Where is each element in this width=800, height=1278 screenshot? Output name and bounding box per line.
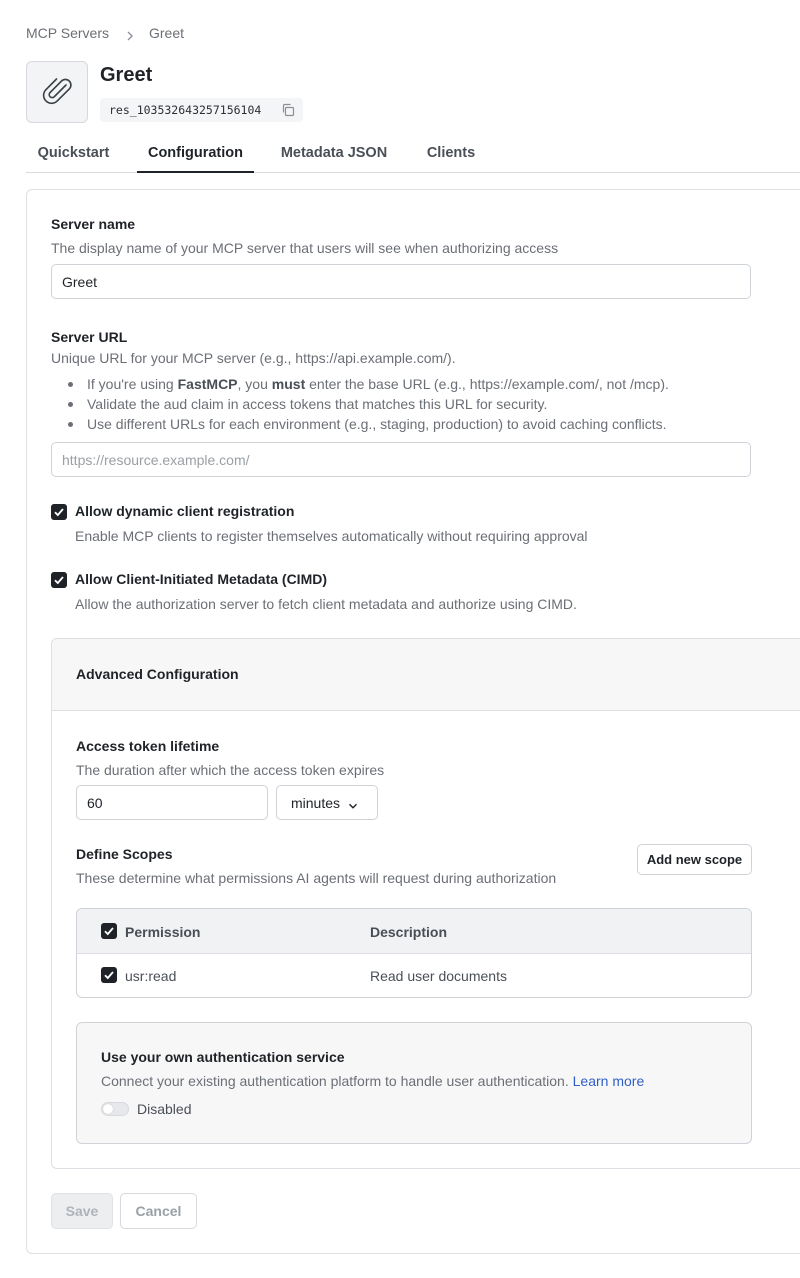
auth-service-toggle-label: Disabled xyxy=(137,1101,192,1117)
token-lifetime-unit-select[interactable] xyxy=(276,785,378,820)
resource-id-badge xyxy=(100,98,303,122)
scope-description: Read user documents xyxy=(370,968,507,984)
cimd-checkbox[interactable] xyxy=(51,572,67,588)
chevron-right-icon xyxy=(125,28,135,38)
list-item: Validate the aud claim in access tokens that matches this URL for security. xyxy=(66,394,669,414)
server-name-help: The display name of your MCP server that users will see when authorizing access xyxy=(51,240,559,256)
dynamic-registration-label: Allow dynamic client registration xyxy=(75,503,295,519)
list-item: Use different URLs for each environment (e.g., staging, production) to avoid caching conflicts. xyxy=(66,414,669,434)
server-avatar xyxy=(26,61,88,123)
cimd-help: Allow the authorization server to fetch client metadata and authorize using CIMD. xyxy=(75,596,577,612)
select-all-scopes-checkbox[interactable] xyxy=(101,923,117,939)
server-url-input[interactable]: https://resource.example.com/ xyxy=(51,442,751,477)
column-header-description: Description xyxy=(370,924,448,940)
cancel-button[interactable]: Cancel xyxy=(120,1193,197,1229)
scope-permission: usr:read xyxy=(125,968,177,984)
advanced-configuration-title: Advanced Configuration xyxy=(76,666,239,682)
auth-service-toggle[interactable] xyxy=(101,1102,129,1116)
token-lifetime-help: The duration after which the access token expires xyxy=(76,762,385,778)
scopes-table xyxy=(76,908,752,998)
breadcrumb-current: Greet xyxy=(148,25,184,41)
auth-service-help-line xyxy=(101,1073,644,1089)
toggle-knob xyxy=(103,1104,113,1114)
tab-clients[interactable]: Clients xyxy=(426,145,476,161)
paperclip-icon xyxy=(40,74,74,111)
define-scopes-label: Define Scopes xyxy=(76,846,173,862)
token-lifetime-input[interactable]: 60 xyxy=(76,785,268,820)
chevron-down-icon xyxy=(348,798,358,808)
add-new-scope-button[interactable]: Add new scope xyxy=(637,844,752,875)
dynamic-registration-help: Enable MCP clients to register themselves automatically without requiring approval xyxy=(75,528,588,544)
breadcrumb xyxy=(26,24,184,42)
copy-icon[interactable] xyxy=(279,101,297,119)
checkmark-icon xyxy=(53,506,65,518)
server-url-label: Server URL xyxy=(51,329,128,345)
auth-service-help: Connect your existing authentication platform to handle user authentication. xyxy=(101,1073,569,1089)
tab-configuration[interactable]: Configuration xyxy=(137,140,254,173)
server-name-label: Server name xyxy=(51,216,136,232)
scopes-table-header xyxy=(77,909,751,954)
list-item: If you're using FastMCP, you must enter the base URL (e.g., https://example.com/, not /mcp). xyxy=(66,374,669,394)
column-header-permission: Permission xyxy=(125,924,201,940)
tab-bar xyxy=(26,140,800,173)
server-url-guidelines xyxy=(66,374,669,434)
learn-more-link[interactable]: Learn more xyxy=(572,1073,645,1089)
checkmark-icon xyxy=(103,925,115,937)
checkmark-icon xyxy=(53,574,65,586)
tab-quickstart[interactable]: Quickstart xyxy=(37,145,110,161)
checkmark-icon xyxy=(103,969,115,981)
define-scopes-help: These determine what permissions AI agents will request during authorization xyxy=(76,870,557,886)
dynamic-registration-checkbox[interactable] xyxy=(51,504,67,520)
save-button[interactable]: Save xyxy=(51,1193,113,1229)
server-url-help: Unique URL for your MCP server (e.g., https://api.example.com/). xyxy=(51,350,456,366)
breadcrumb-mcp-servers-link[interactable]: MCP Servers xyxy=(26,25,109,41)
server-name-input[interactable]: Greet xyxy=(51,264,751,299)
page-title: Greet xyxy=(100,64,153,86)
cimd-label: Allow Client-Initiated Metadata (CIMD) xyxy=(75,571,327,587)
token-lifetime-unit-value: minutes xyxy=(291,794,341,811)
token-lifetime-label: Access token lifetime xyxy=(76,738,220,754)
tab-metadata-json[interactable]: Metadata JSON xyxy=(280,145,388,161)
auth-service-title: Use your own authentication service xyxy=(101,1049,345,1065)
resource-id: res_103532643257156104 xyxy=(109,103,262,117)
scope-row-checkbox[interactable] xyxy=(101,967,117,983)
